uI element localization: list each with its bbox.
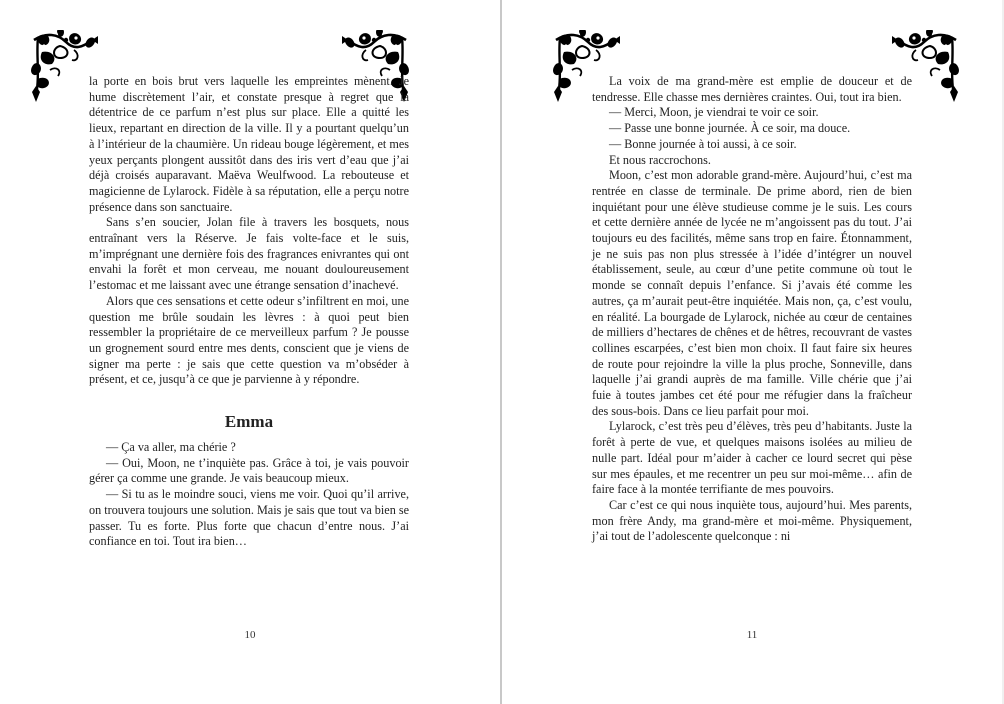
paragraph: Sans s’en soucier, Jolan file à travers les bosquets, nous entraînant vers la Réserve. Je fais volte-face et le suis, m’imprégnant une dernière fois des fragrances enivrantes qui ont envahi la forêt et mon cerveau, me nouant douloureusement l’estomac et me laissant avec une étrange sensation d’inachevé. <box>89 215 409 293</box>
dialogue-line: — Merci, Moon, je viendrai te voir ce soir. <box>609 105 819 120</box>
paragraph: Moon, c’est mon adorable grand-mère. Aujourd’hui, c’est ma rentrée en classe de terminale. De prime abord, rien de bien inquiétant pour une élève studieuse comme je le suis. Les cours et cette dernière année de lycée ne m’angoissent pas du tout. J’ai toujours eu des facilités, même sans trop en faire. Étonnamment, je ne suis pas non plus stressée à l’idée d’intégrer un nouvel établissement, seule, au cœur d’une petite commune où tout le monde se connaît depuis l’enfance. Si j’avais été comme les autres, ça m’aurait peut-être inquiétée. Mais non, ça, c’est voulu, en réalité. La bourgade de Lylarock, nichée au cœur de centaines de milliers d’hectares de chênes et de hêtres, recouvrant de vastes collines escarpées, c’est bien mon choix. Il faut faire six heures de route pour rejoindre la ville la plus proche, Sonneville, dans laquelle j’ai grandi auprès de ma famille. Ville chérie que j’ai fuie à toutes jambes cet été pour me réfugier dans la fraîcheur des sous-bois. Dans ce lieu parfait pour moi. <box>592 168 912 418</box>
page-number: 10 <box>244 629 256 641</box>
dialogue-line: — Si tu as le moindre souci, viens me voir. Quoi qu’il arrive, on trouvera toujours une solution. Mais je sais que tout va bien se passer. Tu es forte. Plus forte que chacun d’entre nous. J’ai confiance en toi. Tout ira bien… <box>89 487 409 549</box>
left-page <box>0 0 500 704</box>
paragraph: Car c’est ce qui nous inquiète tous, aujourd’hui. Mes parents, mon frère Andy, ma grand-mère et moi-même. Physiquement, j’ai tout de l’adolescente quelconque : ni <box>592 497 912 544</box>
right-page-text <box>592 74 912 545</box>
dialogue-line: — Passe une bonne journée. À ce soir, ma douce. <box>609 121 851 136</box>
paragraph: Lylarock, c’est très peu d’élèves, très peu d’habitants. Juste la forêt à perte de vue, et quelques maisons isolées au milieu de nulle part. Idéal pour m’aider à cacher ce lourd secret qui pèse sur mes épaules, et me recentrer un peu sur moi-même… afin de faire face à la montée terrifiante de mes pouvoirs. <box>592 419 912 497</box>
paragraph: la porte en bois brut vers laquelle les empreintes mènent. Je hume discrètement l’air, et constate presque à regret que la détentrice de ce parfum n’est plus sur place. Elle a quitté les lieux, repartant en direction de la ville. Il y a pourtant quelqu’un à l’intérieur de la chaumière. Un rideau bouge légèrement, et mes yeux perçants plongent aussitôt dans des iris vert d’eau que j’ai déjà croisés auparavant. Maëva Weulfwood. La rebouteuse et magicienne de Lylarock. Fidèle à sa réputation, elle a perçu notre présence dans son sanctuaire. <box>89 74 409 214</box>
dialogue-line: — Bonne journée à toi aussi, à ce soir. <box>609 136 797 151</box>
left-page-text <box>89 74 409 550</box>
right-page <box>502 0 1002 704</box>
page-number: 11 <box>746 629 758 641</box>
chapter-title: Emma <box>224 412 274 432</box>
paragraph: La voix de ma grand-mère est emplie de douceur et de tendresse. Elle chasse mes dernières craintes. Oui, tout ira bien. <box>592 74 912 104</box>
paragraph: Alors que ces sensations et cette odeur s’infiltrent en moi, une question me brûle soudain les lèvres : à quoi peut bien ressembler la propriétaire de ce merveilleux parfum ? Je pousse un grognement sourd entre mes dents, conscient que je viens de signer ma perte : je sais que cette question va m’obséder à présent, et ce, jusqu’à ce que je parvienne à y répondre. <box>89 293 409 387</box>
dialogue-line: — Ça va aller, ma chérie ? <box>106 440 236 455</box>
paragraph: Et nous raccrochons. <box>609 152 711 167</box>
dialogue-line: — Oui, Moon, ne t’inquiète pas. Grâce à toi, je vais pouvoir gérer ça comme une grande. Je vais beaucoup mieux. <box>89 455 409 486</box>
